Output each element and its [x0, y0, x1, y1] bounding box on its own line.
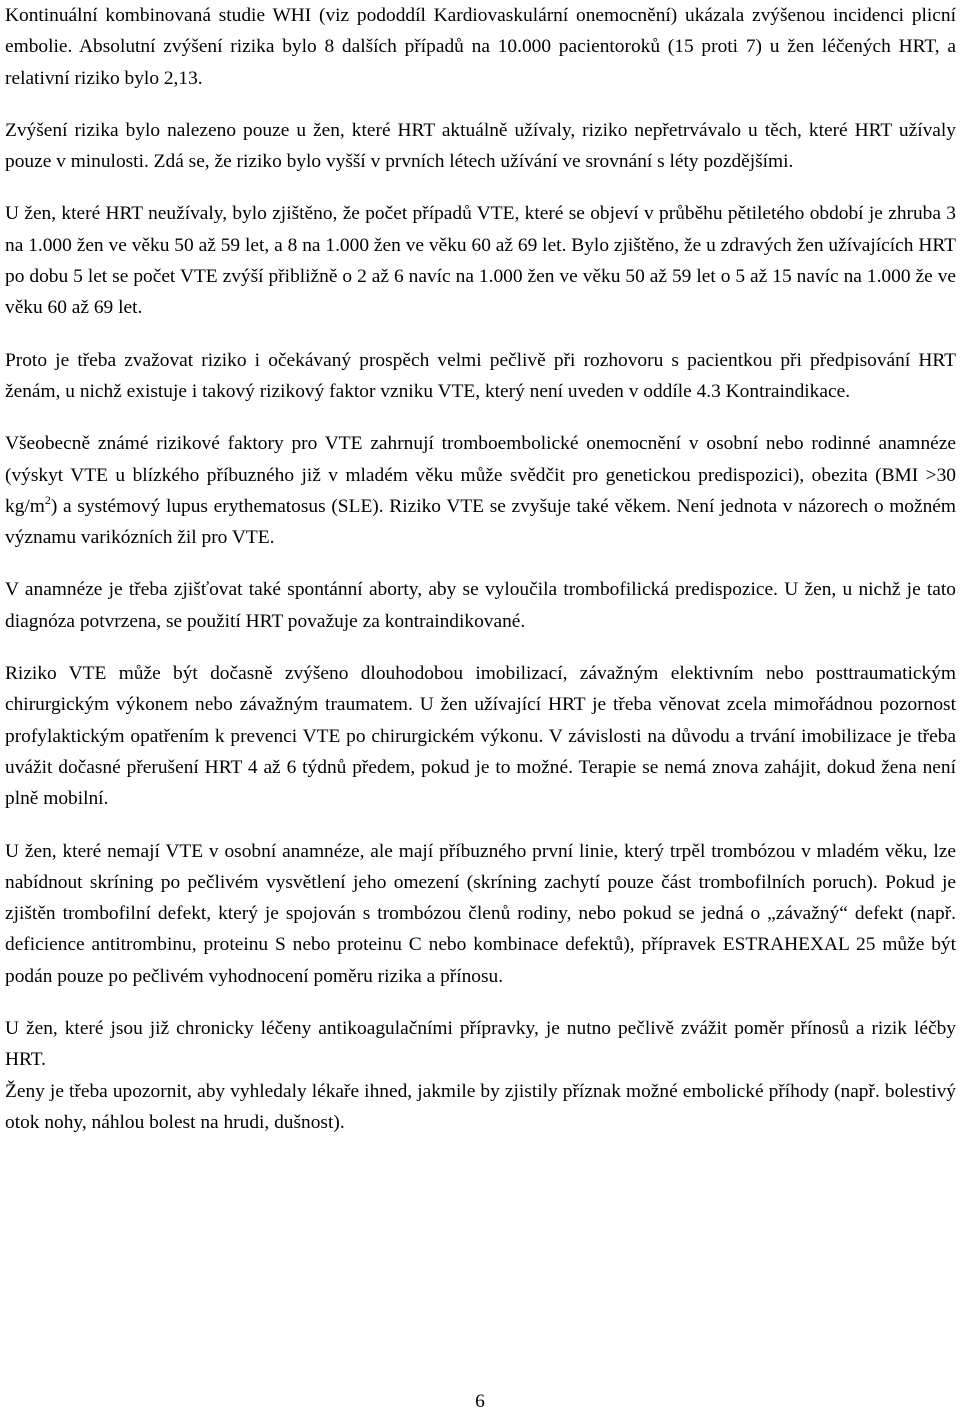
risk-factors-text: Všeobecně známé rizikové faktory pro VTE zahrnují tromboembolické onemocnění v osobní nebo rodinné anamnéze (výskyt VTE u blízkého příbuzného již v mladém věku může svědčit pro genetickou predispozici), obezita (BMI >30 kg/m [5, 433, 956, 517]
paragraph-screening: U žen, které nemají VTE v osobní anamnéze, ale mají příbuzného první linie, který trpěl trombózou v mladém věku, lze nabídnout skríning po pečlivém vysvětlení jeho omezení (skríning zachytí pouze část trombofilních poruch). Pokud je zjištěn trombofilní defekt, který je spojován s trombózou členů rodiny, nebo pokud se jedná o „závažný“ defekt (např. deficience antitrombinu, proteinu S nebo proteinu C nebo kombinace defektů), přípravek ESTRAHEXAL 25 může být podán pouze po pečlivém vyhodnocení poměru rizika a přínosu. [5, 840, 956, 987]
paragraph-anticoagulants: U žen, které jsou již chronicky léčeny antikoagulačními přípravky, je nutno pečlivě zvážit poměr přínosů a rizik léčby HRT. [5, 1018, 956, 1071]
superscript-two: 2 [44, 492, 51, 507]
paragraph-vte-incidence: U žen, které HRT neužívaly, bylo zjištěno, že počet případů VTE, které se objeví v průběhu pětiletého období je zhruba 3 na 1.000 žen ve věku 50 až 59 let, a 8 na 1.000 žen ve věku 60 až 69 let. Bylo zjištěno, že u zdravých žen užívajících HRT po dobu 5 let se počet VTE zvýší přibližně o 2 až 6 navíc na 1.000 žen ve věku 50 až 59 let o 5 až 15 navíc na 1.000 že ve věku 60 až 69 let. [5, 203, 956, 319]
risk-factors-text-continued: ) a systémový lupus erythematosus (SLE). Riziko VTE se zvyšuje také věkem. Není jednota v názorech o možném významu varikózních žil pro VTE. [5, 495, 956, 549]
paragraph-spontaneous-abortions: V anamnéze je třeba zjišťovat také spontánní aborty, aby se vyloučila trombofilická predispozice. U žen, u nichž je tato diagnóza potvrzena, se použití HRT považuje za kontraindikované. [5, 579, 956, 632]
paragraph-immobilization: Riziko VTE může být dočasně zvýšeno dlouhodobou imobilizací, závažným elektivním nebo posttraumatickým chirurgickým výkonem nebo závažným traumatem. U žen užívající HRT je třeba věnovat zcela mimořádnou pozornost profylaktickým opatřením k prevenci VTE po chirurgickém výkonu. V závislosti na důvodu a trvání imobilizace je třeba uvážit dočasné přerušení HRT 4 až 6 týdnů předem, pokud je to možné. Terapie se nemá znova zahájit, dokud žena není plně mobilní. [5, 663, 956, 810]
paragraph-risk-factors [5, 428, 956, 553]
paragraph-whi-pulmonary-embolism: Kontinuální kombinovaná studie WHI (viz pododdíl Kardiovaskulární onemocnění) ukázala zvýšenou incidenci plicní embolie. Absolutní zvýšení rizika bylo 8 dalších případů na 10.000 pacientoroků (15 proti 7) u žen léčených HRT, a relativní riziko bylo 2,13. [5, 5, 956, 89]
page-number: 6 [475, 1391, 485, 1412]
paragraph-risk-current-users: Zvýšení rizika bylo nalezeno pouze u žen, které HRT aktuálně užívaly, riziko nepřetrvávalo u těch, které HRT užívaly pouze v minulosti. Zdá se, že riziko bylo vyšší v prvních létech užívání ve srovnání s léty pozdějšími. [5, 119, 956, 173]
paragraph-warn-patients: Ženy je třeba upozornit, aby vyhledaly lékaře ihned, jakmile by zjistily příznak možné embolické příhody (např. bolestivý otok nohy, náhlou bolest na hrudi, dušnost). [5, 1080, 956, 1133]
document-page [5, 0, 956, 1159]
paragraph-benefit-risk: Proto je třeba zvažovat riziko i očekávaný prospěch velmi pečlivě při rozhovoru s pacientkou při předpisování HRT ženám, u nichž existuje i takový rizikový faktor vzniku VTE, který není uveden v oddíle 4.3 Kontraindikace. [5, 349, 956, 402]
